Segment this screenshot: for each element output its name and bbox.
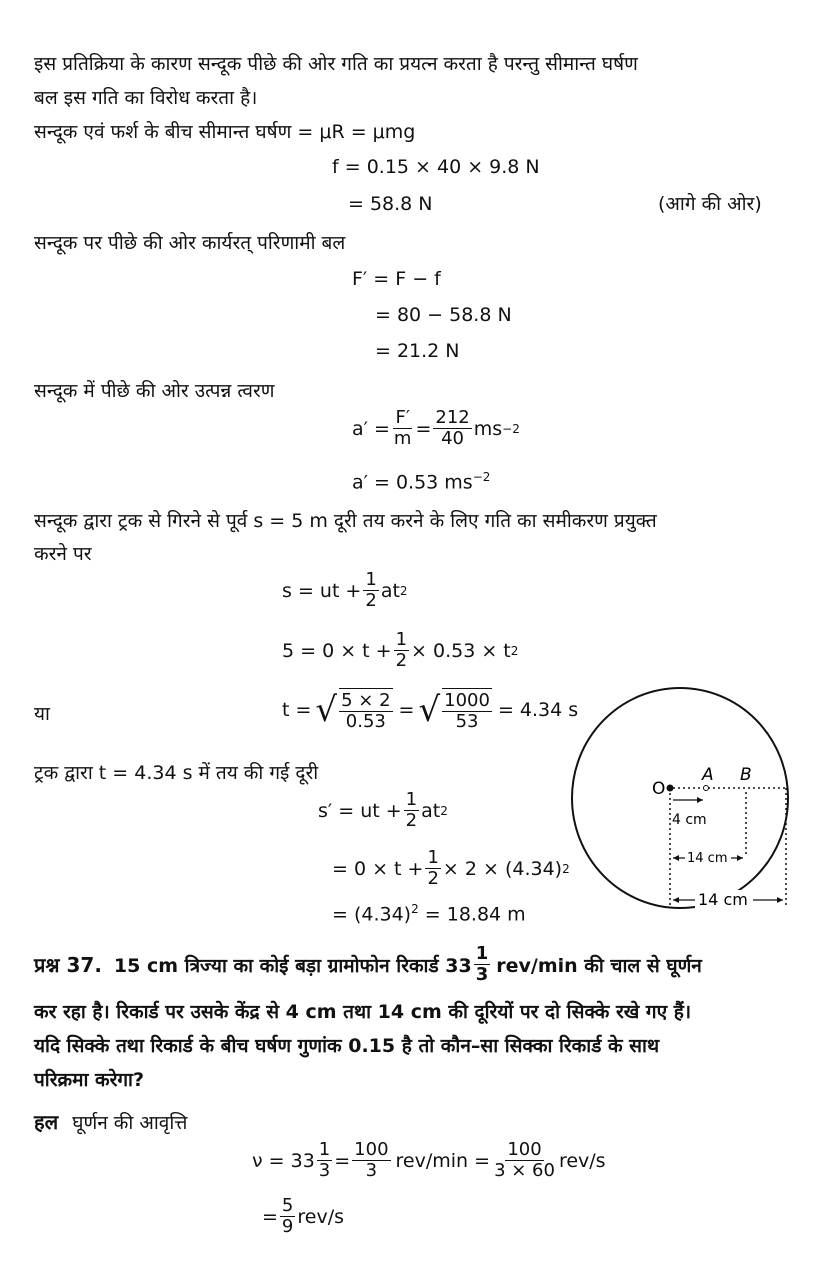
equation-line: = 21.2 N xyxy=(375,340,460,362)
dim-14-outer-label: 14 cm xyxy=(698,890,748,909)
direction-note: (आगे की ओर) xyxy=(658,193,762,215)
fraction-denominator: 40 xyxy=(441,428,465,449)
equation-text: at xyxy=(421,799,441,822)
fraction-denominator: 3 xyxy=(365,1160,378,1181)
sqrt-sign: √ xyxy=(418,690,441,730)
equation-text: = 4.34 s xyxy=(497,699,579,721)
fraction-numerator: 1 xyxy=(475,943,489,964)
question-text: कर रहा है। रिकार्ड पर उसके केंद्र से 4 cm तथा 14 cm की दूरियों पर दो सिक्के रखे गए हैं। xyxy=(34,1001,692,1023)
equation-line: = 80 − 58.8 N xyxy=(375,304,512,326)
dim-4-label: 4 cm xyxy=(672,812,707,828)
fraction xyxy=(339,688,392,732)
equation-text: ms xyxy=(473,417,503,440)
label-a: A xyxy=(702,765,714,785)
fraction-denominator: 3 × 60 xyxy=(494,1160,555,1181)
equation-text: × 0.53 × t xyxy=(411,639,511,662)
solution-text: घूर्णन की आवृत्ति xyxy=(72,1112,188,1134)
fraction-numerator: 1 xyxy=(365,569,377,590)
arrowhead xyxy=(673,897,679,903)
paragraph-line: बल इस गति का विरोध करता है। xyxy=(34,87,258,109)
fraction xyxy=(425,848,440,889)
equation-text: = xyxy=(415,417,432,440)
equation-text: = 18.84 m xyxy=(424,903,526,926)
sqrt-sign: √ xyxy=(315,690,338,730)
fraction xyxy=(280,1196,295,1237)
record-diagram xyxy=(560,680,800,930)
paragraph-line: सन्दूक में पीछे की ओर उत्पन्न त्वरण xyxy=(34,380,275,402)
fraction-numerator: 5 × 2 xyxy=(341,690,391,711)
equation-line xyxy=(332,902,526,925)
paragraph-line: करने पर xyxy=(34,543,92,565)
fraction-denominator: m xyxy=(393,428,412,449)
label-b: B xyxy=(740,765,752,785)
arrowhead xyxy=(777,897,783,903)
exponent: −2 xyxy=(502,421,520,436)
arrowhead xyxy=(673,855,679,861)
fraction xyxy=(352,1140,390,1181)
equation-line: = 58.8 N xyxy=(348,193,433,215)
exponent: 2 xyxy=(399,583,408,598)
fraction-denominator: 2 xyxy=(427,868,439,889)
arrowhead xyxy=(737,855,743,861)
paragraph-line: इस प्रतिक्रिया के कारण सन्दूक पीछे की ओर गति का प्रयत्न करता है परन्तु सीमान्त घर्षण xyxy=(34,53,638,75)
equation-line xyxy=(282,630,518,671)
equation-text: rev/min = xyxy=(395,1149,491,1172)
equation-text: = (4.34) xyxy=(332,903,412,926)
solution-label: हल xyxy=(34,1110,59,1134)
question-label: प्रश्न 37. xyxy=(34,953,102,977)
fraction-numerator: 1 xyxy=(427,847,439,868)
question-line xyxy=(34,944,702,985)
point-a xyxy=(704,786,709,791)
label-o: O xyxy=(652,779,666,799)
fraction-denominator: 2 xyxy=(365,590,377,611)
exponent: −2 xyxy=(472,470,491,484)
fraction-numerator: 5 xyxy=(281,1195,294,1216)
paragraph-line: सन्दूक एवं फर्श के बीच सीमान्त घर्षण = μR = μmg xyxy=(34,121,416,143)
paragraph-line: सन्दूक पर पीछे की ओर कार्यरत् परिणामी बल xyxy=(34,232,346,254)
fraction xyxy=(404,790,419,831)
equation-line xyxy=(282,570,408,611)
fraction xyxy=(392,408,414,449)
fraction xyxy=(442,688,492,732)
fraction-numerator: 1 xyxy=(318,1139,331,1160)
equation-text: 5 = 0 × t + xyxy=(282,639,392,662)
fraction-numerator: 100 xyxy=(354,1139,389,1160)
equation-text: s = ut + xyxy=(282,579,362,602)
equation-text: × 2 × (4.34) xyxy=(442,857,563,880)
equation-line: f = 0.15 × 40 × 9.8 N xyxy=(332,156,540,178)
equation-line xyxy=(352,470,490,493)
equation-text: = 0 × t + xyxy=(332,857,424,880)
equation-text: at xyxy=(380,579,400,602)
solution-line xyxy=(34,1104,187,1141)
fraction-numerator: 1 xyxy=(405,789,418,810)
equation-text: s′ = ut + xyxy=(318,799,402,822)
fraction-numerator: 1000 xyxy=(444,690,490,711)
fraction-denominator: 0.53 xyxy=(345,711,386,732)
fraction xyxy=(394,630,409,671)
equation-line xyxy=(318,790,448,831)
question-text: rev/min की चाल से घूर्णन xyxy=(496,954,702,977)
dim-14-inner-label: 14 cm xyxy=(687,851,728,866)
fraction xyxy=(317,1140,332,1181)
fraction-denominator: 9 xyxy=(281,1216,294,1237)
exponent: 2 xyxy=(510,643,519,658)
record-circle xyxy=(572,688,788,908)
paragraph-line: सन्दूक द्वारा ट्रक से गिरने से पूर्व s = 5 m दूरी तय करने के लिए गति का समीकरण प्रयुक्त xyxy=(34,510,657,532)
fraction xyxy=(492,1140,557,1181)
fraction xyxy=(363,570,378,611)
equation-text: ν = 33 xyxy=(252,1149,315,1172)
fraction xyxy=(474,944,491,985)
equation-text: a′ = 0.53 ms xyxy=(352,471,473,494)
arrowhead xyxy=(697,797,703,803)
exponent: 2 xyxy=(562,861,570,876)
fraction-numerator: 1 xyxy=(395,629,408,650)
fraction-denominator: 3 xyxy=(318,1160,331,1181)
fraction-numerator: 212 xyxy=(435,407,470,428)
equation-line xyxy=(332,848,570,889)
fraction-numerator: F′ xyxy=(395,407,410,428)
fraction-denominator: 3 xyxy=(475,964,489,985)
equation-line xyxy=(262,1196,344,1237)
equation-text: = xyxy=(262,1205,278,1228)
fraction xyxy=(433,408,471,449)
equation-line xyxy=(282,688,578,732)
equation-text: t = xyxy=(282,699,312,721)
exponent: 2 xyxy=(440,803,448,818)
question-text: परिक्रमा करेगा? xyxy=(34,1069,144,1091)
question-text: 15 cm त्रिज्या का कोई बड़ा ग्रामोफोन रिकार्ड 33 xyxy=(113,954,472,977)
paragraph-line: या xyxy=(34,703,50,725)
fraction-denominator: 2 xyxy=(405,810,418,831)
equation-text: = xyxy=(334,1149,351,1172)
equation-line xyxy=(352,408,520,449)
equation-line: F′ = F − f xyxy=(352,268,441,290)
exponent: 2 xyxy=(411,902,419,916)
equation-text: a′ = xyxy=(352,417,390,440)
equation-text: rev/s xyxy=(558,1149,606,1172)
paragraph-line: ट्रक द्वारा t = 4.34 s में तय की गई दूरी xyxy=(34,762,319,784)
fraction-denominator: 2 xyxy=(395,650,408,671)
equation-text: = xyxy=(398,699,415,721)
equation-line xyxy=(252,1140,606,1181)
fraction-numerator: 100 xyxy=(507,1139,542,1160)
question-text: यदि सिक्के तथा रिकार्ड के बीच घर्षण गुणांक 0.15 है तो कौन–सा सिक्का रिकार्ड के साथ xyxy=(34,1035,660,1057)
fraction-denominator: 53 xyxy=(455,711,479,732)
equation-text: rev/s xyxy=(297,1205,345,1228)
